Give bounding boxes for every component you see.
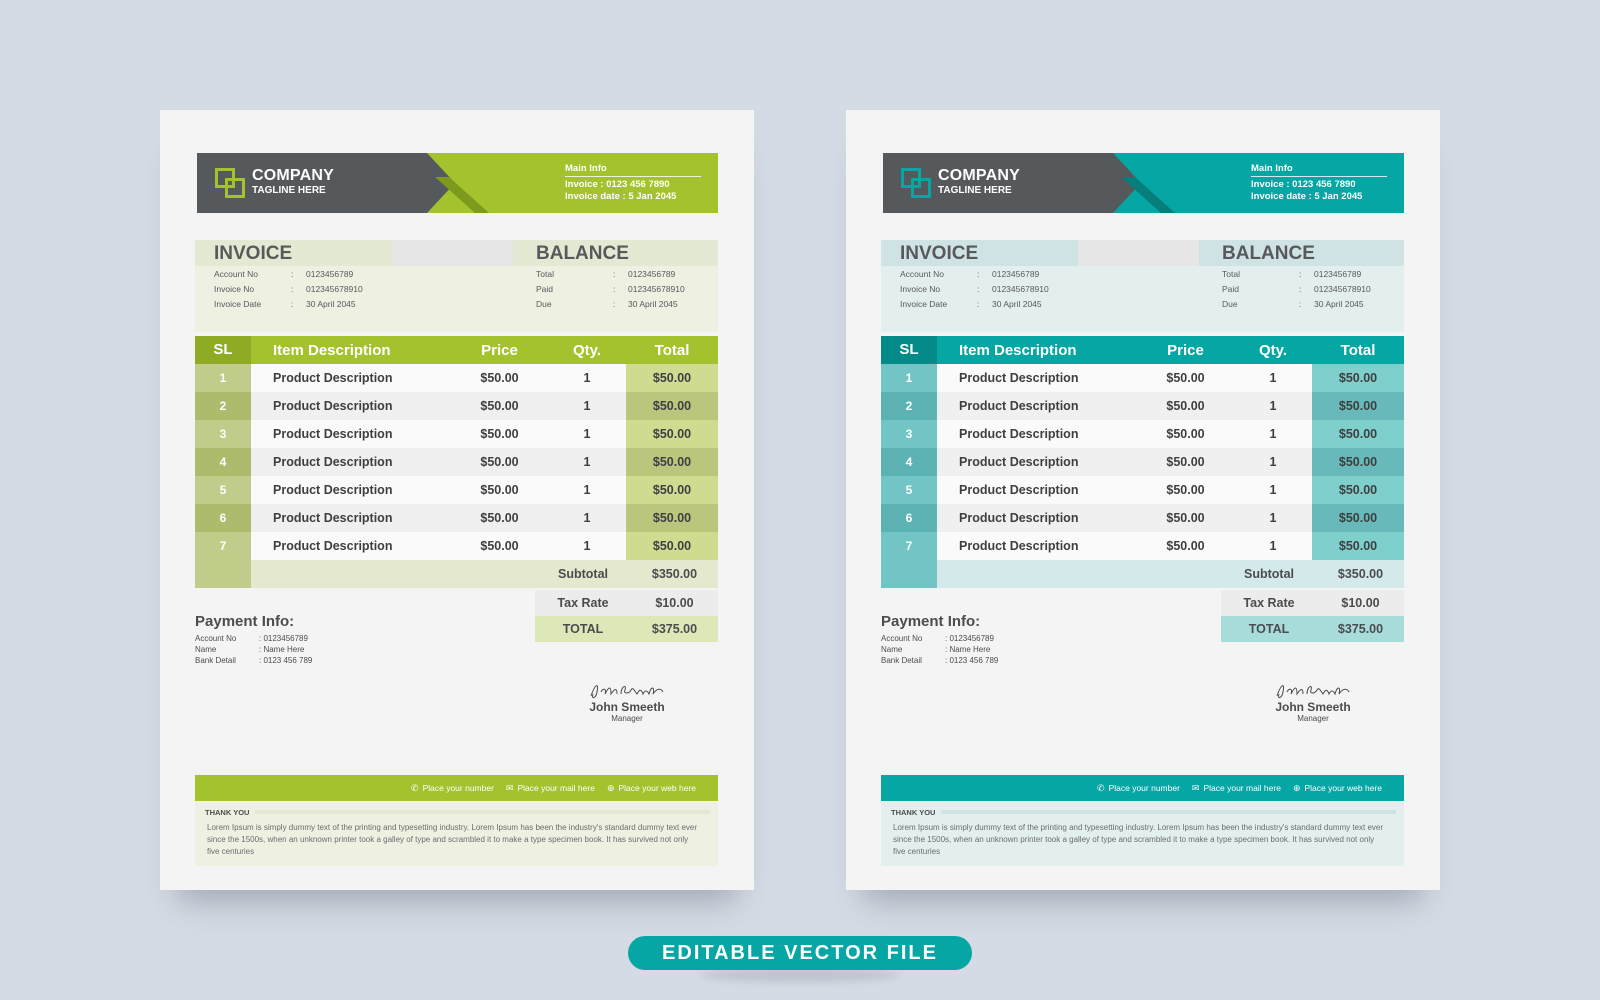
contact-item: [506, 783, 595, 794]
editable-vector-file-banner: EDITABLE VECTOR FILE: [628, 936, 972, 970]
row-price: $50.00: [1166, 483, 1205, 497]
row-total: $50.00: [1312, 504, 1404, 532]
row-total: $50.00: [1312, 364, 1404, 392]
field-row: [536, 297, 685, 312]
payment-field-row: [195, 633, 312, 644]
col-header-description: Item Description: [959, 341, 1077, 359]
row-sl: 5: [881, 476, 937, 504]
grand-total-value: $375.00: [651, 622, 698, 636]
field-label: Paid: [536, 284, 554, 294]
row-price: $50.00: [480, 539, 519, 553]
main-info: [565, 163, 701, 203]
row-qty: 1: [583, 427, 591, 441]
grand-total-label: TOTAL: [562, 622, 604, 636]
invoice-sheet-teal: [846, 110, 1440, 890]
row-sl: 6: [881, 504, 937, 532]
field-row: [1222, 297, 1371, 312]
row-price: $50.00: [1166, 455, 1205, 469]
row-total: $50.00: [626, 364, 718, 392]
thank-you-text: Lorem Ipsum is simply dummy text of the printing and typesetting industry. Lorem Ipsum has been the industry's standard dummy text ever since the 1500s, when an unknown printer took a galley of type and scrambled it to make a type specimen book. It has survived not only five centuries: [893, 823, 1384, 856]
payment-field-label: Name: [881, 645, 903, 654]
tax-value: $10.00: [1341, 596, 1380, 610]
signature-scribble: [587, 680, 667, 702]
banner-shadow: [700, 968, 900, 982]
thank-you-text: Lorem Ipsum is simply dummy text of the printing and typesetting industry. Lorem Ipsum has been the industry's standard dummy text ever since the 1500s, when an unknown printer took a galley of type and scrambled it to make a type specimen book. It has survived not only five centuries: [207, 823, 698, 856]
field-label: Invoice No: [214, 284, 255, 294]
company-name: COMPANY: [252, 167, 334, 184]
row-sl: 6: [195, 504, 251, 532]
signature-block: [572, 680, 682, 723]
balance-fields: [1222, 267, 1371, 312]
payment-field-value: : Name Here: [945, 645, 991, 654]
table-row: [195, 448, 718, 476]
field-colon: :: [977, 269, 980, 279]
thank-you-divider: [255, 810, 710, 814]
subtotal-row: [535, 561, 718, 587]
row-price: $50.00: [480, 455, 519, 469]
field-row: [1222, 267, 1371, 282]
field-value: 0123456789: [628, 269, 676, 279]
field-colon: :: [613, 284, 616, 294]
field-value: 012345678910: [628, 284, 685, 294]
row-qty: 1: [1269, 511, 1277, 525]
tax-value: $10.00: [655, 596, 694, 610]
table-row: [881, 392, 1404, 420]
header-accent-stripe: [1121, 177, 1181, 213]
field-row: [900, 282, 1049, 297]
row-total: $50.00: [626, 504, 718, 532]
row-description: Product Description: [273, 511, 393, 525]
contact-item: [1192, 783, 1281, 794]
payment-info-fields: [195, 633, 312, 666]
thank-you-block: [195, 802, 718, 866]
field-row: [900, 297, 1049, 312]
contact-item: [411, 783, 494, 794]
balance-fields: [536, 267, 685, 312]
subtotal-value: $350.00: [651, 567, 698, 581]
invoice-balance-block: [195, 240, 718, 332]
row-qty: 1: [1269, 371, 1277, 385]
field-label: Invoice Date: [214, 299, 262, 309]
row-price: $50.00: [480, 483, 519, 497]
subtotal-label: Subtotal: [1244, 567, 1294, 581]
contact-label: Place your mail here: [517, 783, 595, 793]
row-description: Product Description: [959, 399, 1079, 413]
row-description: Product Description: [273, 427, 393, 441]
table-body: [881, 364, 1404, 560]
tax-label: Tax Rate: [557, 596, 609, 610]
table-body: [195, 364, 718, 560]
payment-field-value: : 0123456789: [945, 634, 994, 643]
subtotal-sl-pad: [881, 560, 937, 588]
field-value: 0123456789: [306, 269, 354, 279]
row-total: $50.00: [1312, 392, 1404, 420]
field-row: [536, 282, 685, 297]
heading-spacer-band: [1078, 240, 1199, 266]
table-row: [881, 448, 1404, 476]
field-row: [214, 297, 363, 312]
col-header-total: Total: [654, 341, 690, 359]
field-value: 012345678910: [992, 284, 1049, 294]
col-header-price: Price: [1167, 341, 1204, 359]
payment-field-label: Bank Detail: [195, 656, 236, 665]
field-colon: :: [291, 299, 294, 309]
row-sl: 3: [195, 420, 251, 448]
row-qty: 1: [1269, 539, 1277, 553]
field-row: [1222, 282, 1371, 297]
tax-row: [1221, 590, 1404, 616]
table-header: [881, 336, 1404, 364]
items-table: [881, 336, 1404, 560]
field-colon: :: [977, 299, 980, 309]
field-value: 0123456789: [1314, 269, 1362, 279]
invoice-date-line: Invoice date : 5 Jan 2045: [1251, 191, 1363, 202]
grand-total-row: [535, 616, 718, 642]
table-row: [195, 392, 718, 420]
field-row: [214, 282, 363, 297]
field-label: Account No: [214, 269, 258, 279]
field-label: Due: [536, 299, 552, 309]
invoice-number-line: Invoice : 0123 456 7890: [1251, 179, 1356, 190]
row-qty: 1: [583, 483, 591, 497]
signatory-name: John Smeeth: [1275, 700, 1351, 714]
mail-icon: ✉: [505, 782, 514, 793]
payment-field-value: : 0123 456 789: [945, 656, 999, 665]
row-total: $50.00: [1312, 420, 1404, 448]
invoice-number-line: Invoice : 0123 456 7890: [565, 179, 670, 190]
field-value: 30 April 2045: [992, 299, 1042, 309]
company-tagline: TAGLINE HERE: [938, 185, 1012, 196]
field-value: 012345678910: [1314, 284, 1371, 294]
row-total: $50.00: [1312, 476, 1404, 504]
invoice-date-line: Invoice date : 5 Jan 2045: [565, 191, 677, 202]
row-price: $50.00: [1166, 371, 1205, 385]
grand-total-value: $375.00: [1337, 622, 1384, 636]
table-row: [195, 532, 718, 560]
payment-field-value: : 0123456789: [259, 634, 308, 643]
contact-band: [881, 775, 1404, 801]
field-colon: :: [291, 269, 294, 279]
contact-item: [1293, 783, 1382, 794]
field-value: 30 April 2045: [1314, 299, 1364, 309]
row-total: $50.00: [626, 476, 718, 504]
field-colon: :: [291, 284, 294, 294]
payment-field-label: Name: [195, 645, 217, 654]
contact-label: Place your mail here: [1203, 783, 1281, 793]
row-description: Product Description: [273, 483, 393, 497]
invoice-header-band: [197, 153, 718, 213]
payment-info-fields: [881, 633, 998, 666]
grand-total-label: TOTAL: [1248, 622, 1290, 636]
field-value: 012345678910: [306, 284, 363, 294]
subtotal-sl-pad: [195, 560, 251, 588]
row-price: $50.00: [1166, 427, 1205, 441]
signatory-role: Manager: [611, 714, 643, 723]
row-sl: 1: [881, 364, 937, 392]
contact-label: Place your number: [1108, 783, 1180, 793]
contact-label: Place your web here: [1304, 783, 1382, 793]
payment-field-value: : 0123 456 789: [259, 656, 313, 665]
row-total: $50.00: [626, 532, 718, 560]
field-colon: :: [613, 269, 616, 279]
mail-icon: ✉: [1191, 782, 1200, 793]
main-info-title: Main Info: [1251, 163, 1387, 177]
contact-item: [1097, 783, 1180, 794]
row-description: Product Description: [273, 399, 393, 413]
row-qty: 1: [583, 539, 591, 553]
payment-field-label: Bank Detail: [881, 656, 922, 665]
subtotal-label: Subtotal: [558, 567, 608, 581]
items-table: [195, 336, 718, 560]
invoice-header-band: [883, 153, 1404, 213]
payment-field-row: [195, 655, 312, 666]
signatory-role: Manager: [1297, 714, 1329, 723]
balance-title: BALANCE: [536, 243, 629, 264]
row-total: $50.00: [626, 392, 718, 420]
field-label: Account No: [900, 269, 944, 279]
row-description: Product Description: [959, 455, 1079, 469]
phone-icon: ✆: [411, 782, 419, 793]
col-header-description: Item Description: [273, 341, 391, 359]
signatory-name: John Smeeth: [589, 700, 665, 714]
row-price: $50.00: [480, 371, 519, 385]
invoice-sheet-green: [160, 110, 754, 890]
contact-item: [607, 783, 696, 794]
payment-info-title: Payment Info:: [195, 613, 295, 630]
row-price: $50.00: [1166, 399, 1205, 413]
payment-field-label: Account No: [195, 634, 237, 643]
table-row: [195, 476, 718, 504]
row-sl: 5: [195, 476, 251, 504]
row-sl: 2: [881, 392, 937, 420]
grand-total-row: [1221, 616, 1404, 642]
table-row: [881, 532, 1404, 560]
company-logo-icon: [901, 168, 933, 198]
payment-field-row: [195, 644, 312, 655]
thank-you-title: THANK YOU: [205, 808, 250, 817]
table-row: [881, 504, 1404, 532]
row-total: $50.00: [626, 420, 718, 448]
field-colon: :: [977, 284, 980, 294]
row-sl: 4: [195, 448, 251, 476]
field-value: 30 April 2045: [628, 299, 678, 309]
field-label: Due: [1222, 299, 1238, 309]
field-colon: :: [1299, 269, 1302, 279]
col-header-sl: SL: [195, 336, 251, 364]
row-description: Product Description: [273, 539, 393, 553]
globe-icon: ⊕: [1292, 782, 1301, 793]
row-price: $50.00: [480, 399, 519, 413]
row-sl: 4: [881, 448, 937, 476]
row-price: $50.00: [1166, 539, 1205, 553]
header-accent-stripe: [435, 177, 495, 213]
table-row: [881, 476, 1404, 504]
main-info: [1251, 163, 1387, 203]
invoice-fields: [900, 267, 1049, 312]
table-row: [881, 364, 1404, 392]
row-sl: 1: [195, 364, 251, 392]
subtotal-row: [1221, 561, 1404, 587]
row-total: $50.00: [1312, 532, 1404, 560]
payment-field-label: Account No: [881, 634, 923, 643]
row-total: $50.00: [626, 448, 718, 476]
signature-block: [1258, 680, 1368, 723]
field-value: 30 April 2045: [306, 299, 356, 309]
invoice-title: INVOICE: [900, 243, 979, 264]
subtotal-value: $350.00: [1337, 567, 1384, 581]
row-sl: 2: [195, 392, 251, 420]
field-row: [900, 267, 1049, 282]
row-description: Product Description: [959, 427, 1079, 441]
field-value: 0123456789: [992, 269, 1040, 279]
field-label: Invoice No: [900, 284, 941, 294]
contact-band: [195, 775, 718, 801]
signature-scribble: [1273, 680, 1353, 702]
field-label: Total: [536, 269, 554, 279]
row-price: $50.00: [1166, 511, 1205, 525]
row-sl: 3: [881, 420, 937, 448]
payment-info-title: Payment Info:: [881, 613, 981, 630]
row-qty: 1: [583, 371, 591, 385]
contact-label: Place your web here: [618, 783, 696, 793]
globe-icon: ⊕: [606, 782, 615, 793]
company-tagline: TAGLINE HERE: [252, 185, 326, 196]
row-description: Product Description: [959, 511, 1079, 525]
field-row: [214, 267, 363, 282]
invoice-balance-block: [881, 240, 1404, 332]
row-qty: 1: [1269, 483, 1277, 497]
field-colon: :: [1299, 284, 1302, 294]
field-colon: :: [1299, 299, 1302, 309]
field-row: [536, 267, 685, 282]
payment-field-row: [881, 644, 998, 655]
payment-field-row: [881, 655, 998, 666]
thank-you-divider: [941, 810, 1396, 814]
invoice-fields: [214, 267, 363, 312]
row-description: Product Description: [273, 371, 393, 385]
main-info-title: Main Info: [565, 163, 701, 177]
col-header-sl: SL: [881, 336, 937, 364]
tax-row: [535, 590, 718, 616]
row-qty: 1: [583, 455, 591, 469]
col-header-qty: Qty.: [572, 341, 602, 359]
contact-label: Place your number: [422, 783, 494, 793]
table-header: [195, 336, 718, 364]
row-sl: 7: [195, 532, 251, 560]
row-qty: 1: [1269, 399, 1277, 413]
row-description: Product Description: [959, 483, 1079, 497]
row-qty: 1: [1269, 427, 1277, 441]
table-row: [881, 420, 1404, 448]
row-description: Product Description: [273, 455, 393, 469]
row-price: $50.00: [480, 427, 519, 441]
table-row: [195, 420, 718, 448]
row-description: Product Description: [959, 539, 1079, 553]
payment-field-value: : Name Here: [259, 645, 305, 654]
tax-label: Tax Rate: [1243, 596, 1295, 610]
row-price: $50.00: [480, 511, 519, 525]
row-total: $50.00: [1312, 448, 1404, 476]
row-description: Product Description: [959, 371, 1079, 385]
col-header-qty: Qty.: [1258, 341, 1288, 359]
col-header-total: Total: [1340, 341, 1376, 359]
thank-you-title: THANK YOU: [891, 808, 936, 817]
phone-icon: ✆: [1097, 782, 1105, 793]
heading-spacer-band: [392, 240, 513, 266]
field-label: Invoice Date: [900, 299, 948, 309]
company-name: COMPANY: [938, 167, 1020, 184]
balance-title: BALANCE: [1222, 243, 1315, 264]
table-row: [195, 504, 718, 532]
company-logo-icon: [215, 168, 247, 198]
col-header-price: Price: [481, 341, 518, 359]
row-qty: 1: [583, 399, 591, 413]
row-sl: 7: [881, 532, 937, 560]
row-qty: 1: [583, 511, 591, 525]
table-row: [195, 364, 718, 392]
field-colon: :: [613, 299, 616, 309]
field-label: Paid: [1222, 284, 1240, 294]
payment-field-row: [881, 633, 998, 644]
invoice-title: INVOICE: [214, 243, 293, 264]
field-label: Total: [1222, 269, 1240, 279]
row-qty: 1: [1269, 455, 1277, 469]
thank-you-block: [881, 802, 1404, 866]
